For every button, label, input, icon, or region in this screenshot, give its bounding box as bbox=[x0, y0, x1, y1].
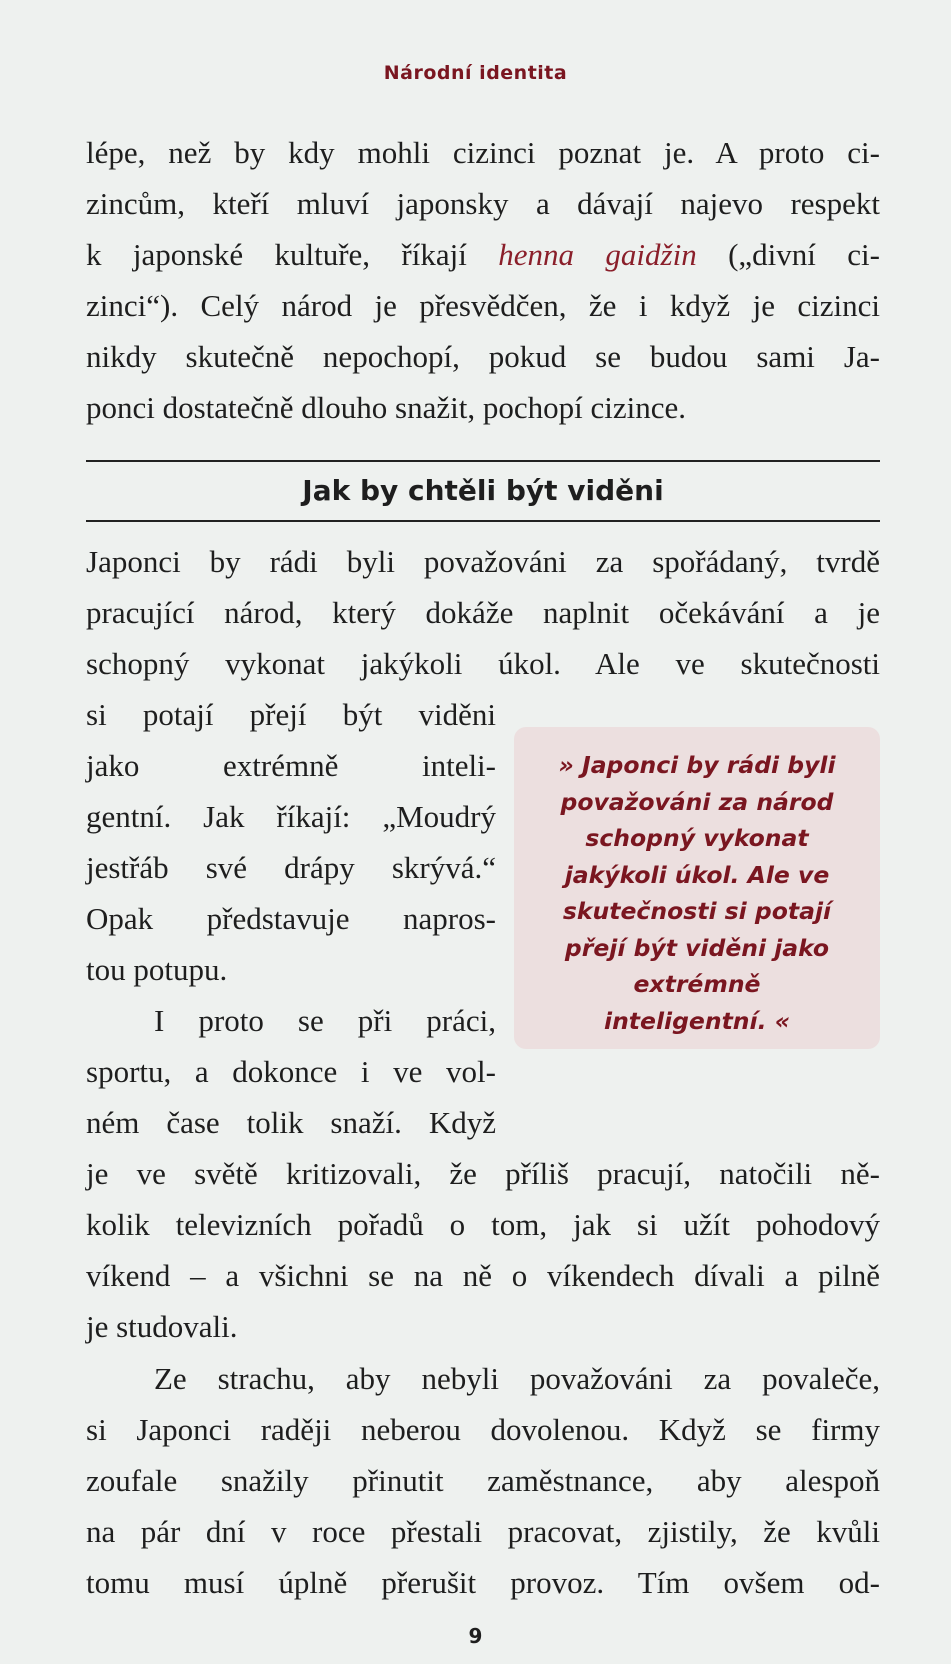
body-line: zincům, kteří mluví japonsky a dávají najevo respekt bbox=[86, 186, 880, 221]
body-line: je ve světě kritizovali, že příliš pracují, natočili ně- bbox=[86, 1156, 880, 1191]
running-header: Národní identita bbox=[383, 62, 568, 84]
body-line: nikdy skutečně nepochopí, pokud se budou sami Ja- bbox=[86, 339, 880, 374]
body-line: Japonci by rádi byli považováni za spořádaný, tvrdě bbox=[86, 544, 880, 579]
body-line: jestřáb své drápy skrývá.“ bbox=[86, 850, 496, 885]
body-line bbox=[86, 229, 880, 280]
body-line: zoufale snažily přinutit zaměstnance, aby alespoň bbox=[86, 1463, 880, 1498]
body-line: schopný vykonat jakýkoli úkol. Ale ve skutečnosti bbox=[86, 646, 880, 681]
body-line: ném čase tolik snaží. Když bbox=[86, 1105, 496, 1140]
body-line: Opak představuje napros- bbox=[86, 901, 496, 936]
pull-quote-line: schopný vykonat bbox=[585, 824, 809, 852]
body-line: zinci“). Celý národ je přesvědčen, že i když je cizinci bbox=[86, 288, 880, 323]
body-line: tou potupu. bbox=[86, 952, 228, 987]
text-fragment: („divní ci- bbox=[696, 237, 880, 272]
heading-rule-bottom bbox=[86, 520, 880, 522]
pull-quote-line: » Japonci by rádi byli bbox=[558, 751, 836, 779]
body-line: víkend – a všichni se na ně o víkendech dívali a pilně bbox=[86, 1258, 880, 1293]
pull-quote-line: skutečnosti si potají bbox=[562, 897, 832, 925]
pull-quote-line: přejí být viděni jako bbox=[564, 933, 830, 962]
pull-quote-line: inteligentní. « bbox=[604, 1006, 790, 1035]
body-line: sportu, a dokonce i ve vol- bbox=[86, 1054, 496, 1089]
body-line: I proto se při práci, bbox=[154, 1003, 496, 1038]
pull-quote-line: extrémně bbox=[633, 970, 761, 998]
body-line: na pár dní v roce přestali pracovat, zjistily, že kvůli bbox=[86, 1514, 880, 1549]
body-line: pracující národ, který dokáže naplnit očekávání a je bbox=[86, 595, 880, 630]
body-line: jako extrémně inteli- bbox=[86, 748, 496, 783]
pull-quote-line: považováni za národ bbox=[560, 787, 834, 816]
pull-quote-line: jakýkoli úkol. Ale ve bbox=[564, 860, 830, 889]
page-number: 9 bbox=[468, 1624, 483, 1648]
heading-rule-top bbox=[86, 460, 880, 462]
body-line: ponci dostatečně dlouho snažit, pochopí cizince. bbox=[86, 390, 687, 425]
body-line: lépe, než by kdy mohli cizinci poznat je. A proto ci- bbox=[86, 135, 880, 170]
pull-quote-box bbox=[514, 727, 880, 1049]
body-line: gentní. Jak říkají: „Moudrý bbox=[86, 799, 496, 834]
section-heading: Jak by chtěli být viděni bbox=[302, 474, 664, 507]
body-line: Ze strachu, aby nebyli považováni za povaleče, bbox=[154, 1361, 880, 1396]
body-line: je studovali. bbox=[86, 1309, 238, 1344]
italic-term: henna gaidžin bbox=[498, 237, 697, 272]
text-fragment: k japonské kultuře, říkají bbox=[86, 237, 499, 272]
body-line: kolik televizních pořadů o tom, jak si užít pohodový bbox=[86, 1207, 880, 1242]
body-line: tomu musí úplně přerušit provoz. Tím ovšem od- bbox=[86, 1565, 880, 1600]
body-line: si Japonci raději neberou dovolenou. Když se firmy bbox=[86, 1412, 880, 1447]
body-line: si potají přejí být viděni bbox=[86, 697, 496, 732]
